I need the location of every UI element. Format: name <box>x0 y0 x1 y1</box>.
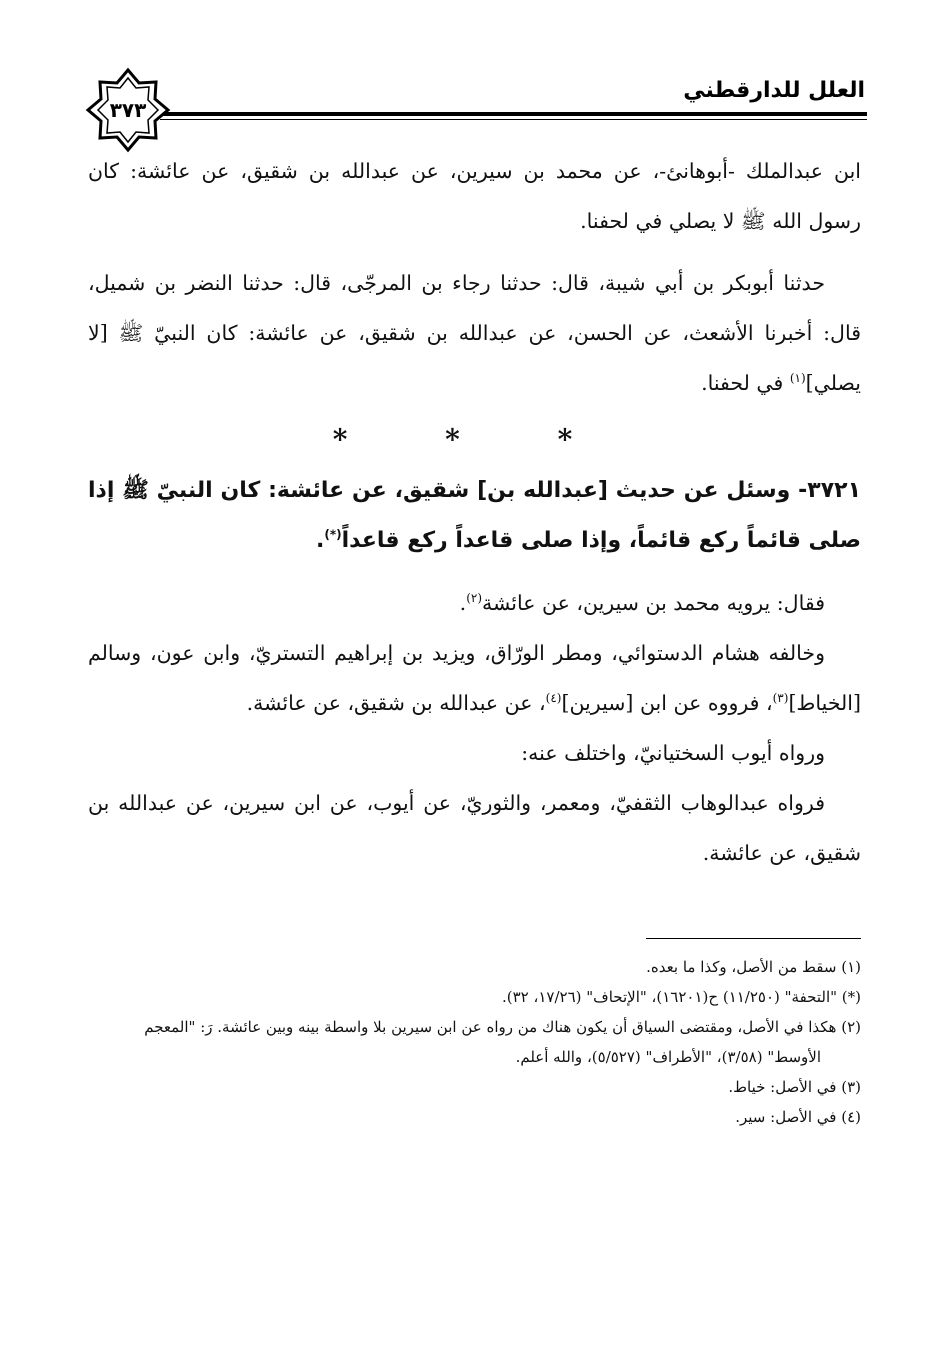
section-separator: * * * <box>332 423 617 456</box>
paragraph-4-text-c: ، عن عبدالله بن شقيق، عن عائشة. <box>246 691 546 715</box>
entry-heading-text-a: ٣٧٢١- وسئل عن حديث [عبدالله بن] شقيق، عن عائشة: كان النبيّ ﷺ إذا صلى قائماً ركع قائماً، وإذا صلى قاعداً ركع قاعداً <box>88 478 861 553</box>
entry-heading-text-b: . <box>315 528 325 553</box>
footnote-ref-star: (*) <box>324 527 342 542</box>
paragraph-4-text-b: ، فرووه عن ابن [سيرين] <box>561 691 773 715</box>
footnote-separator <box>646 938 861 939</box>
footnote-2-continued: الأوسط" (٣/٥٨)، "الأطراف" (٥/٥٢٧)، والله أعلم. <box>515 1048 821 1066</box>
header-rule-thin <box>160 119 867 120</box>
footnote-star: (*) "التحفة" (١١/٢٥٠) ح(١٦٢٠١)، "الإتحاف" (١٧/٢٦، ٣٢). <box>502 988 861 1006</box>
entry-heading <box>88 466 861 566</box>
footnote-ref-1: (١) <box>789 371 806 386</box>
paragraph-4-text-a: وخالفه هشام الدستوائي، ومطر الورّاق، ويزيد بن إبراهيم التستريّ، وابن عون، وسالم [الخياط] <box>88 641 861 715</box>
paragraph-1: ابن عبدالملك -أبوهانئ-، عن محمد بن سيرين، عن عبدالله بن شقيق، عن عائشة: كان رسول الله ﷺ لا يصلي في لحفنا. <box>88 159 861 233</box>
footnote-ref-2: (٢) <box>466 591 483 606</box>
main-text <box>88 146 861 878</box>
footnote-ref-4: (٤) <box>545 691 562 706</box>
footnote-3: (٣) في الأصل: خياط. <box>728 1078 861 1096</box>
paragraph-3-text-b: . <box>459 591 467 615</box>
running-header-title: العلل للدارقطني <box>683 78 865 103</box>
paragraph-6: فرواه عبدالوهاب الثقفيّ، ومعمر، والثوريّ، عن أيوب، عن ابن سيرين، عن عبدالله بن شقيق، عن عائشة. <box>88 791 861 865</box>
header-rule-thick <box>160 112 867 116</box>
paragraph-2 <box>88 258 861 408</box>
footnotes <box>88 952 861 1132</box>
paragraph-3-text-a: فقال: يرويه محمد بن سيرين، عن عائشة <box>482 591 825 615</box>
paragraph-2-text-b: في لحفنا. <box>701 371 790 395</box>
page-number: ٣٧٣ <box>109 98 147 122</box>
paragraph-5: ورواه أيوب السختيانيّ، واختلف عنه: <box>521 741 825 765</box>
paragraph-4 <box>88 628 861 728</box>
footnote-4: (٤) في الأصل: سير. <box>735 1108 861 1126</box>
page-number-badge <box>84 66 172 154</box>
footnote-ref-3: (٣) <box>772 691 789 706</box>
footnote-1: (١) سقط من الأصل، وكذا ما بعده. <box>646 958 861 976</box>
paragraph-2-text-a: حدثنا أبوبكر بن أبي شيبة، قال: حدثنا رجاء بن المرجّى، قال: حدثنا النضر بن شميل، قال: أخبرنا الأشعث، عن الحسن، عن عبدالله بن شقيق، عن عائشة: كان النبيّ ﷺ [لا يصلي] <box>88 271 861 395</box>
paragraph-3 <box>88 578 861 628</box>
footnote-2: (٢) هكذا في الأصل، ومقتضى السياق أن يكون هناك من رواه عن ابن سيرين بلا واسطة بينه وبين عائشة. رَ: "المعجم <box>144 1018 861 1036</box>
